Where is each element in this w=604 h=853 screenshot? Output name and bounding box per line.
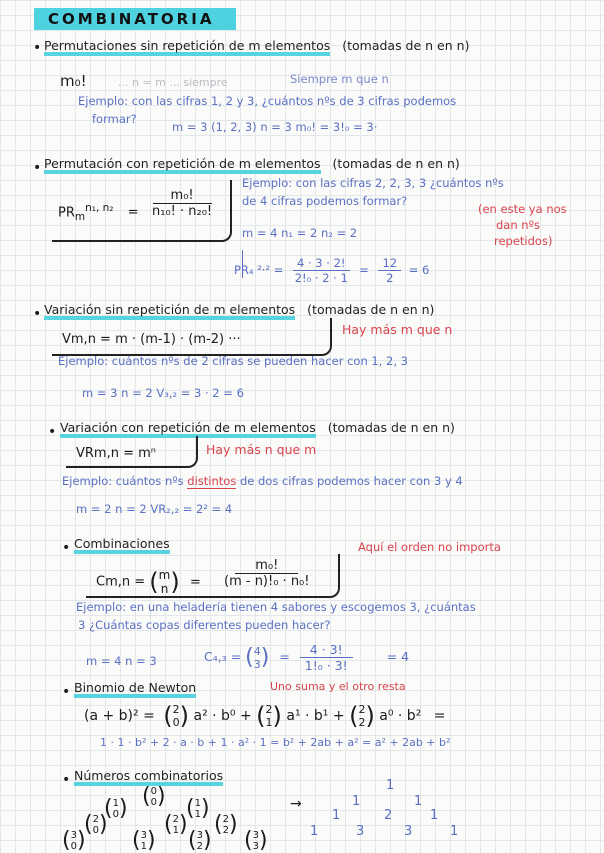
binom-top: 3 [196, 829, 203, 841]
heading-text: Permutaciones sin repetición de m elementos [44, 39, 330, 56]
heading-text: Combinaciones [74, 537, 170, 554]
example-values: m = 3 n = 2 V₃,₂ = 3 · 2 = 6 [82, 386, 244, 400]
pr-expression: PR₄ ²·² = [234, 263, 284, 277]
formula-combination: Cm,n = ( m n ) = [96, 568, 201, 596]
binom-bottom: 0 [172, 716, 180, 729]
pr-subscript: m [74, 210, 86, 223]
example-line-1: Ejemplo: con las cifras 2, 2, 3, 3 ¿cuántos nºs [242, 176, 504, 190]
formula-fraction [224, 558, 309, 589]
pascal-binomial: ( 0 0 ) [142, 784, 166, 809]
binom-bottom: 3 [252, 840, 259, 852]
bullet-dot: • [48, 424, 57, 440]
plus-sign: + [239, 708, 252, 724]
binom-bottom: 0 [150, 796, 157, 808]
numerator: m₀! [153, 188, 212, 204]
formula-variation: Vm,n = m · (m-1) · (m-2) ··· [62, 332, 241, 347]
formula-lhs [58, 202, 149, 223]
heading-paren: (tomadas de n en n) [307, 302, 435, 317]
binom-bottom: 3 [253, 657, 261, 671]
pascal-binomial: ( 2 1 ) [164, 812, 188, 837]
section-heading [74, 536, 170, 554]
pascal-binomial: ( 3 2 ) [188, 828, 212, 853]
section-heading [74, 680, 196, 698]
binom-top: 3 [140, 829, 147, 841]
denominator: 2!₀ · 2 · 1 [294, 271, 348, 285]
example-values: m = 3 (1, 2, 3) n = 3 m₀! = 3!₀ = 3· [172, 120, 378, 134]
example-highlight: distintos [187, 474, 237, 488]
pascal-binomial: ( 2 0 ) [84, 812, 108, 837]
example-line-2: 3 ¿Cuántas copas diferentes pueden hacer? [78, 618, 331, 632]
binom-top: 0 [150, 785, 157, 797]
numerator: 4 · 3 · 2! [293, 256, 350, 271]
pascal-value: 1 [414, 794, 423, 809]
pascal-value: 2 [384, 808, 393, 823]
rule-note: Hay más m que n [342, 322, 453, 337]
example-result [234, 256, 429, 285]
binom-top: 2 [172, 703, 180, 716]
pascal-binomial: ( 3 0 ) [62, 828, 86, 853]
pr-superscript: n₁, n₂ [85, 202, 114, 214]
pascal-binomial: ( 1 1 ) [186, 796, 210, 821]
denominator: 2 [386, 271, 394, 285]
binom-bottom: 2 [196, 840, 203, 852]
heading-paren: (tomadas de n en n) [342, 38, 470, 53]
binomial-lhs: (a + b)² = [84, 708, 155, 724]
pascal-value: 1 [386, 778, 395, 793]
equals-sign: = [359, 263, 369, 277]
binom-top: 3 [252, 829, 259, 841]
binom-bottom: 0 [112, 808, 119, 820]
example-line-1: Ejemplo: con las cifras 1, 2 y 3, ¿cuántos nºs de 3 cifras podemos [78, 94, 457, 108]
binom-bottom: 2 [222, 824, 229, 836]
equals-sign: = [279, 649, 290, 664]
heading-text: Variación con repetición de m elementos [60, 421, 316, 438]
heading-paren: (tomadas de n en n) [327, 420, 455, 435]
numerator: 4 · 3! [300, 642, 353, 658]
pascal-binomial: ( 3 3 ) [244, 828, 268, 853]
binom-top: 2 [265, 703, 273, 716]
numerator: m₀! [235, 558, 298, 574]
bullet-dot: • [62, 684, 71, 700]
example-line: Ejemplo: cuántos nºs de 2 cifras se pueden hacer con 1, 2, 3 [58, 354, 408, 368]
pascal-value: 1 [430, 808, 439, 823]
divider-line [242, 250, 243, 278]
pascal-value: 1 [310, 824, 319, 839]
example-values: m = 2 n = 2 VR₂,₂ = 2² = 4 [76, 502, 233, 516]
heading-paren: (tomadas de n en n) [332, 156, 460, 171]
pascal-value: 3 [404, 824, 413, 839]
c-symbol: Cm,n = [96, 574, 146, 590]
bullet-dot: • [33, 40, 42, 56]
pascal-value: 1 [332, 808, 341, 823]
binom-top: 2 [358, 703, 366, 716]
denominator: 1!₀ · 3! [304, 658, 348, 673]
binomial-expansion: (a + b)² = ( 2 0 ) a² · b⁰ + ( 2 1 ) a¹ · b¹ + ( 2 2 ) a⁰ · b² = [84, 702, 446, 730]
rule-note: Hay más n que m [206, 442, 317, 457]
rule-note: Aquí el orden no importa [358, 540, 501, 554]
binom-top: 2 [222, 813, 229, 825]
binom-top: 1 [194, 797, 201, 809]
faint-text: ... n = m ... siempre [118, 76, 228, 89]
example-line-2: formar? [92, 112, 137, 126]
rule-note: Uno suma y el otro resta [270, 680, 406, 693]
pascal-binomial: ( 1 0 ) [104, 796, 128, 821]
plus-sign: + [332, 708, 345, 724]
example-result: C₄,₃ = ( 4 3 ) = $\frac{4 \cdot 3!}{\text{1!₀ · 3!}}$ = 4 [204, 642, 410, 673]
section-heading [44, 156, 460, 174]
binom-top: 2 [172, 813, 179, 825]
pascal-binomial: ( 2 2 ) [214, 812, 238, 837]
example-line-1: Ejemplo: en una heladería tienen 4 sabores y escogemos 3, ¿cuántas [76, 600, 476, 614]
binom-bottom: n [160, 582, 169, 596]
pascal-binomial: ( 3 1 ) [132, 828, 156, 853]
denominator: n₁₀! · n₂₀! [152, 204, 213, 219]
result: = 6 [408, 263, 430, 277]
example-text-c: de dos cifras podemos hacer con 3 y 4 [239, 474, 463, 488]
bullet-dot: • [33, 160, 42, 176]
pascal-value: 1 [352, 794, 361, 809]
heading-text: Números combinatorios [74, 769, 223, 786]
binomial-result: 1 · 1 · b² + 2 · a · b + 1 · a² · 1 = b² + 2ab + a² = a² + 2ab + b² [100, 736, 451, 749]
page-title: COMBINATORIA [48, 10, 215, 28]
binom-top: 4 [253, 644, 261, 658]
equals-sign: = [127, 205, 139, 221]
section-heading [44, 38, 469, 56]
heading-text: Binomio de Newton [74, 681, 196, 698]
denominator: (m - n)!₀ · n₀! [224, 574, 310, 589]
pascal-value: 3 [356, 824, 365, 839]
binom-bottom: 1 [194, 808, 201, 820]
example-values: m = 4 n = 3 [86, 654, 157, 668]
term: a⁰ · b² [379, 708, 422, 724]
binom-top: 2 [92, 813, 99, 825]
c-expression: C₄,₃ = [204, 649, 242, 664]
red-note-1: (en este ya nos [478, 202, 567, 216]
binom-top: 1 [112, 797, 119, 809]
red-note-3: repetidos) [494, 234, 553, 248]
formula-fraction [152, 188, 212, 219]
binom-bottom: 1 [172, 824, 179, 836]
pascal-value: 1 [450, 824, 459, 839]
formula-permutation: m₀! [60, 72, 87, 90]
term: a¹ · b¹ [286, 708, 329, 724]
red-note-2: dan nºs [496, 218, 540, 232]
heading-text: Variación sin repetición de m elementos [44, 303, 295, 320]
pr-symbol: PR [58, 205, 75, 221]
equals-sign: = [189, 574, 201, 590]
arrow-icon: → [290, 796, 302, 812]
binom-bottom: 0 [70, 840, 77, 852]
heading-text: Permutación con repetición de m elementos [44, 157, 321, 174]
example-text-a: Ejemplo: cuántos nºs [62, 474, 184, 488]
binom-bottom: 0 [92, 824, 99, 836]
term: a² · b⁰ [193, 708, 236, 724]
binom-bottom: 2 [358, 716, 366, 729]
binom-top: 3 [70, 829, 77, 841]
binom-top: m [158, 568, 171, 582]
bullet-dot: • [62, 772, 71, 788]
result: = 4 [386, 649, 410, 664]
rule-note: Siempre m que n [290, 72, 389, 86]
bullet-dot: • [33, 306, 42, 322]
equals-sign: = [433, 708, 446, 724]
example-line [62, 474, 463, 488]
numerator: 12 [378, 256, 401, 271]
binom-bottom: 1 [140, 840, 147, 852]
bullet-dot: • [62, 540, 71, 556]
binom-bottom: 1 [265, 716, 273, 729]
example-values: m = 4 n₁ = 2 n₂ = 2 [242, 226, 358, 240]
formula-variation-rep: VRm,n = mⁿ [76, 446, 156, 461]
example-line-2: de 4 cifras podemos formar? [242, 194, 408, 208]
